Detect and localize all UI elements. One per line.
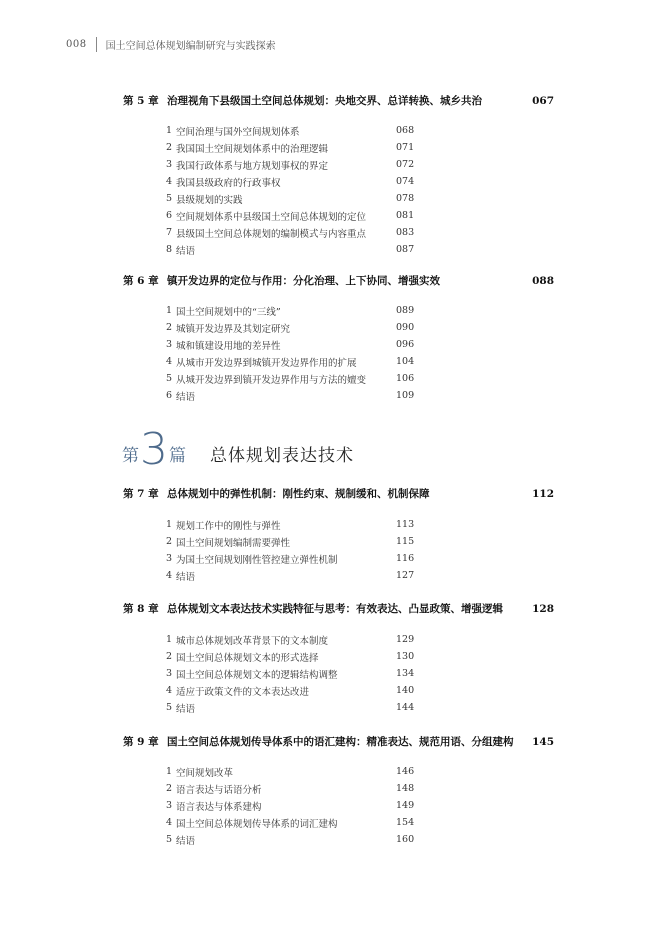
item-number: 4 — [166, 817, 173, 828]
chapter-label: 第 8 章 — [123, 603, 159, 615]
item-number: 5 — [166, 702, 173, 713]
item-page: 074 — [396, 176, 415, 187]
item-number: 3 — [166, 668, 173, 679]
toc-item[interactable] — [166, 224, 426, 241]
chapter-8-items — [166, 631, 426, 716]
item-title: 结语 — [176, 703, 196, 715]
chapter-title: 治理视角下县级国土空间总体规划：央地交界、总详转换、城乡共治 — [167, 95, 482, 107]
chapter-5-heading[interactable] — [123, 93, 554, 108]
item-number: 2 — [166, 322, 173, 333]
item-title: 适应于政策文件的文本表达改进 — [176, 686, 310, 698]
toc-item[interactable] — [166, 763, 426, 780]
toc-item[interactable] — [166, 780, 426, 797]
item-title: 从城开发边界到镇开发边界作用与方法的嬗变 — [176, 374, 367, 386]
chapter-8-heading[interactable] — [123, 601, 554, 616]
item-title: 国土空间规划中的“三线” — [176, 306, 281, 318]
item-page: 134 — [396, 668, 415, 679]
item-title: 从城市开发边界到城镇开发边界作用的扩展 — [176, 357, 357, 369]
toc-item[interactable] — [166, 550, 426, 567]
chapter-label: 第 7 章 — [123, 488, 159, 500]
chapter-9-heading[interactable] — [123, 734, 554, 749]
item-title: 空间治理与国外空间规划体系 — [176, 126, 300, 138]
item-number: 3 — [166, 339, 173, 350]
item-title: 城镇开发边界及其划定研究 — [176, 323, 291, 335]
item-number: 1 — [166, 634, 173, 645]
item-title: 为国土空间规划刚性管控建立弹性机制 — [176, 554, 338, 566]
item-title: 国土空间总体规划文本的逻辑结构调整 — [176, 669, 338, 681]
item-page: 071 — [396, 142, 415, 153]
item-title: 空间规划体系中县级国土空间总体规划的定位 — [176, 211, 367, 223]
item-number: 7 — [166, 227, 173, 238]
toc-item[interactable] — [166, 122, 426, 139]
item-number: 3 — [166, 553, 173, 564]
header-book-title: 国土空间总体规划编制研究与实践探索 — [105, 40, 276, 52]
chapter-title: 总体规划中的弹性机制：刚性约束、规制缓和、机制保障 — [167, 488, 430, 500]
toc-item[interactable] — [166, 665, 426, 682]
item-page: 083 — [396, 227, 415, 238]
item-title: 结语 — [176, 391, 196, 403]
item-title: 国土空间总体规划传导体系的词汇建构 — [176, 818, 338, 830]
toc-item[interactable] — [166, 190, 426, 207]
toc-item[interactable] — [166, 567, 426, 584]
item-title: 城市总体规划改革背景下的文本制度 — [176, 635, 329, 647]
item-page: 129 — [396, 634, 415, 645]
header-page-number: 008 — [66, 38, 87, 50]
toc-item[interactable] — [166, 631, 426, 648]
item-number: 6 — [166, 390, 173, 401]
toc-item[interactable] — [166, 814, 426, 831]
chapter-9-items — [166, 763, 426, 848]
toc-item[interactable] — [166, 336, 426, 353]
item-page: 089 — [396, 305, 415, 316]
item-page: 146 — [396, 766, 415, 777]
chapter-label: 第 6 章 — [123, 275, 159, 287]
item-number: 3 — [166, 159, 173, 170]
item-page: 106 — [396, 373, 415, 384]
item-page: 149 — [396, 800, 415, 811]
item-number: 5 — [166, 373, 173, 384]
toc-item[interactable] — [166, 699, 426, 716]
chapter-title: 镇开发边界的定位与作用：分化治理、上下协同、增强实效 — [167, 275, 440, 287]
chapter-title: 国土空间总体规划传导体系中的语汇建构：精准表达、规范用语、分组建构 — [167, 736, 514, 748]
item-page: 140 — [396, 685, 415, 696]
item-number: 4 — [166, 176, 173, 187]
toc-item[interactable] — [166, 319, 426, 336]
toc-item[interactable] — [166, 139, 426, 156]
item-page: 127 — [396, 570, 415, 581]
toc-item[interactable] — [166, 173, 426, 190]
item-title: 规划工作中的刚性与弹性 — [176, 520, 281, 532]
header-divider — [96, 37, 97, 52]
item-title: 我国行政体系与地方规划事权的界定 — [176, 160, 329, 172]
item-page: 104 — [396, 356, 415, 367]
toc-item[interactable] — [166, 831, 426, 848]
item-title: 结语 — [176, 245, 196, 257]
item-number: 1 — [166, 305, 173, 316]
chapter-6-items — [166, 302, 426, 404]
part-title: 总体规划表达技术 — [210, 446, 354, 466]
chapter-6-heading[interactable] — [123, 273, 554, 288]
item-page: 116 — [396, 553, 415, 564]
item-page: 160 — [396, 834, 415, 845]
toc-item[interactable] — [166, 156, 426, 173]
item-number: 2 — [166, 142, 173, 153]
item-number: 2 — [166, 651, 173, 662]
item-title: 国土空间总体规划文本的形式选择 — [176, 652, 319, 664]
item-page: 090 — [396, 322, 415, 333]
item-title: 我国县级政府的行政事权 — [176, 177, 281, 189]
item-page: 096 — [396, 339, 415, 350]
chapter-title: 总体规划文本表达技术实践特征与思考：有效表达、凸显政策、增强逻辑 — [167, 603, 503, 615]
item-number: 3 — [166, 800, 173, 811]
chapter-page: 088 — [532, 275, 554, 287]
toc-item[interactable] — [166, 648, 426, 665]
item-number: 4 — [166, 570, 173, 581]
item-number: 1 — [166, 766, 173, 777]
item-number: 4 — [166, 685, 173, 696]
chapter-page: 128 — [532, 603, 554, 615]
toc-item[interactable] — [166, 241, 426, 258]
item-page: 072 — [396, 159, 415, 170]
item-page: 113 — [396, 519, 415, 530]
toc-item[interactable] — [166, 387, 426, 404]
item-page: 144 — [396, 702, 415, 713]
item-title: 语言表达与话语分析 — [176, 784, 262, 796]
item-number: 8 — [166, 244, 173, 255]
toc-item[interactable] — [166, 682, 426, 699]
item-title: 结语 — [176, 835, 196, 847]
part-number: 3 — [140, 424, 168, 475]
chapter-label: 第 5 章 — [123, 95, 159, 107]
item-number: 4 — [166, 356, 173, 367]
item-title: 城和镇建设用地的差异性 — [176, 340, 281, 352]
chapter-page: 145 — [532, 736, 554, 748]
chapter-7-heading[interactable] — [123, 486, 554, 501]
part-3-heading — [122, 424, 354, 475]
item-page: 081 — [396, 210, 415, 221]
running-header — [66, 36, 276, 52]
item-title: 县级规划的实践 — [176, 194, 243, 206]
item-title: 县级国土空间总体规划的编制模式与内容重点 — [176, 228, 367, 240]
item-page: 154 — [396, 817, 415, 828]
item-number: 5 — [166, 834, 173, 845]
chapter-page: 067 — [532, 95, 554, 107]
item-number: 1 — [166, 519, 173, 530]
item-title: 空间规划改革 — [176, 767, 234, 779]
part-suffix: 篇 — [169, 446, 186, 466]
item-page: 148 — [396, 783, 415, 794]
item-title: 我国国土空间规划体系中的治理逻辑 — [176, 143, 329, 155]
item-page: 109 — [396, 390, 415, 401]
item-number: 5 — [166, 193, 173, 204]
chapter-7-items — [166, 516, 426, 584]
toc-item[interactable] — [166, 302, 426, 319]
item-title: 结语 — [176, 571, 196, 583]
item-page: 115 — [396, 536, 415, 547]
part-prefix: 第 — [122, 446, 139, 466]
toc-item[interactable] — [166, 797, 426, 814]
toc-item[interactable] — [166, 353, 426, 370]
item-title: 语言表达与体系建构 — [176, 801, 262, 813]
chapter-page: 112 — [532, 488, 554, 500]
item-page: 087 — [396, 244, 415, 255]
toc-item[interactable] — [166, 516, 426, 533]
item-page: 078 — [396, 193, 415, 204]
item-title: 国土空间规划编制需要弹性 — [176, 537, 291, 549]
toc-item[interactable] — [166, 533, 426, 550]
chapter-label: 第 9 章 — [123, 736, 159, 748]
item-number: 1 — [166, 125, 173, 136]
item-page: 068 — [396, 125, 415, 136]
item-number: 6 — [166, 210, 173, 221]
item-page: 130 — [396, 651, 415, 662]
toc-item[interactable] — [166, 370, 426, 387]
item-number: 2 — [166, 536, 173, 547]
toc-item[interactable] — [166, 207, 426, 224]
chapter-5-items — [166, 122, 426, 258]
item-number: 2 — [166, 783, 173, 794]
